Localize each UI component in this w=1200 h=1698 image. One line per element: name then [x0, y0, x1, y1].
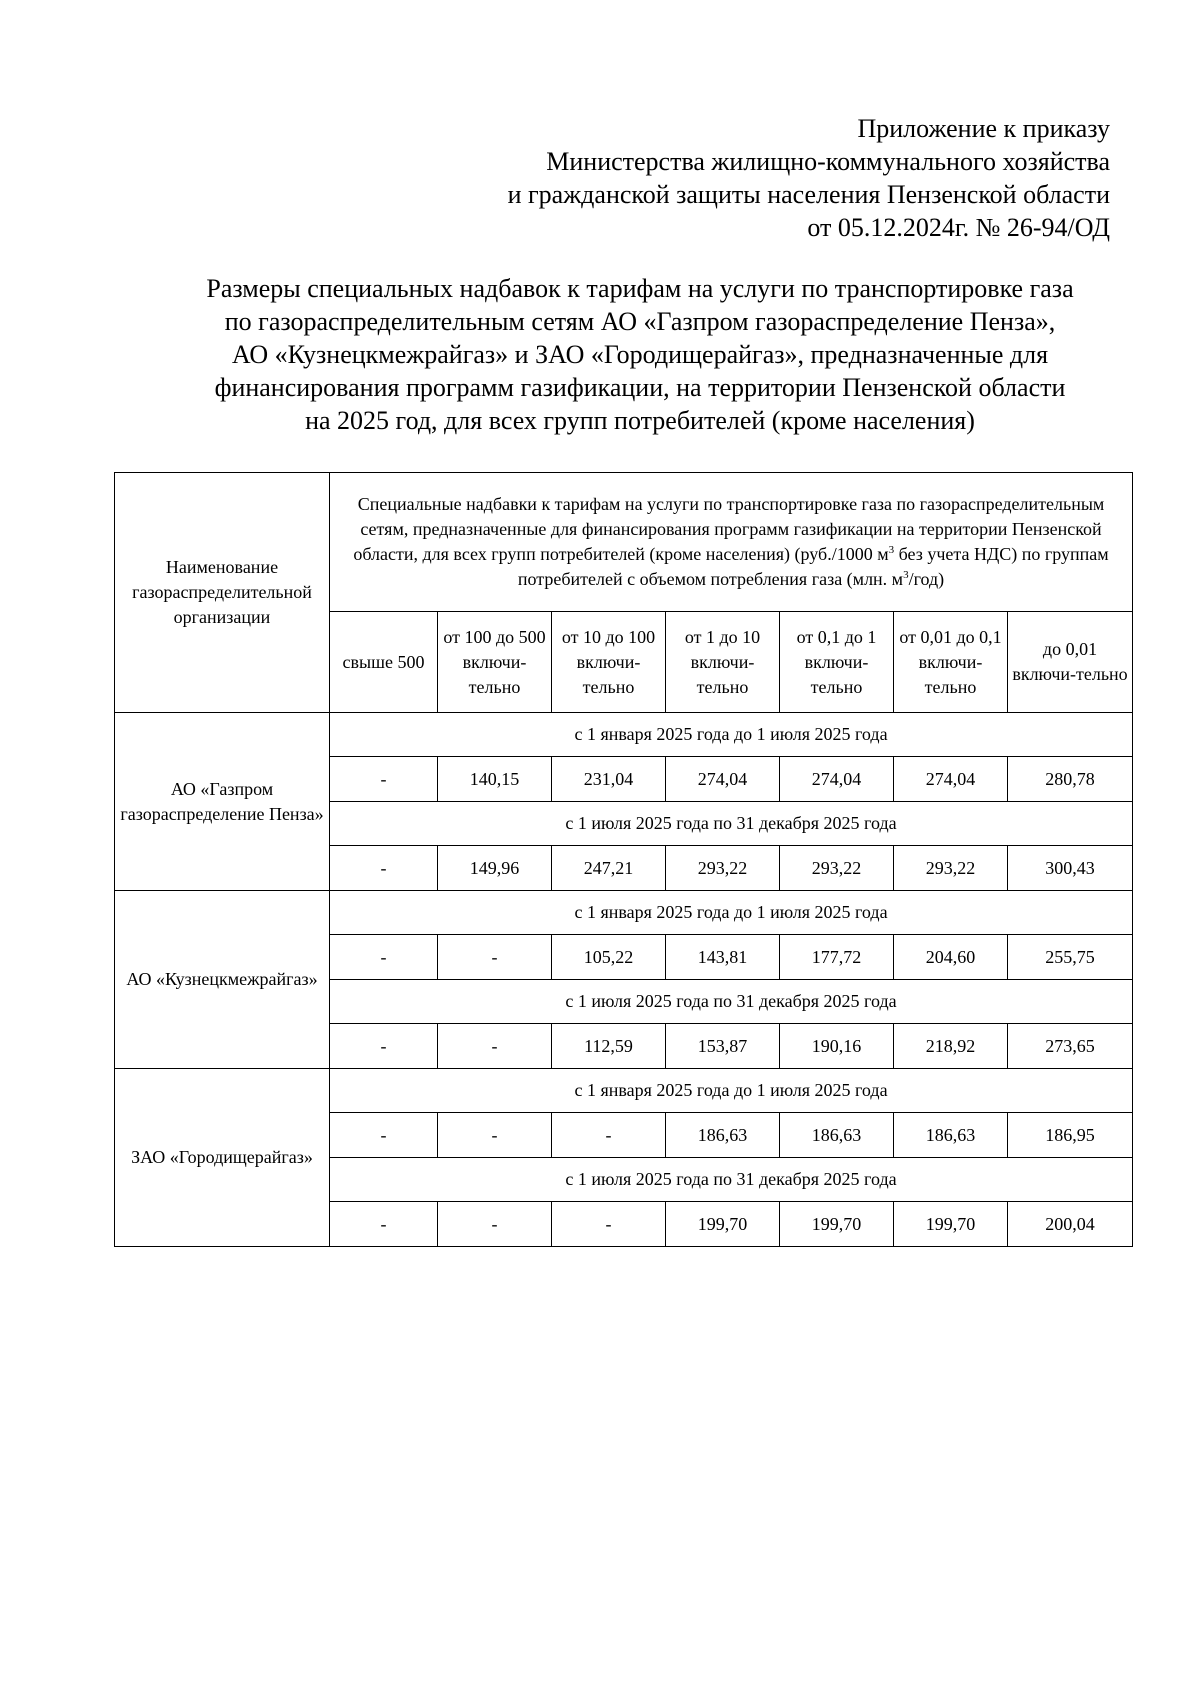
- value-cell: -: [438, 1202, 552, 1247]
- period-label: с 1 июля 2025 года по 31 декабря 2025 года: [330, 1158, 1133, 1202]
- period-row: [115, 1069, 1133, 1113]
- value-cell: 199,70: [780, 1202, 894, 1247]
- value-cell: 274,04: [666, 757, 780, 802]
- title-line: Размеры специальных надбавок к тарифам на услуги по транспортировке газа: [206, 274, 1074, 303]
- title-line: по газораспределительным сетям АО «Газпром газораспределение Пенза»,: [224, 307, 1056, 336]
- value-cell: -: [552, 1113, 666, 1158]
- value-cell: 255,75: [1008, 935, 1133, 980]
- group-header: от 0,01 до 0,1 включи-тельно: [894, 612, 1008, 713]
- value-cell: 247,21: [552, 846, 666, 891]
- organization-name: АО «Кузнецкмежрайгаз»: [115, 891, 330, 1069]
- group-header: свыше 500: [330, 612, 438, 713]
- value-cell: 274,04: [894, 757, 1008, 802]
- value-cell: 140,15: [438, 757, 552, 802]
- value-cell: 293,22: [780, 846, 894, 891]
- span-header-text: без учета НДС) по группам потребителей с объемом потребления газа (млн. м: [517, 544, 1109, 589]
- value-cell: 199,70: [666, 1202, 780, 1247]
- value-cell: -: [552, 1202, 666, 1247]
- corner-header: Наименование газораспределительной организации: [115, 473, 330, 713]
- value-cell: -: [330, 757, 438, 802]
- header-row-top: [115, 473, 1133, 612]
- value-cell: 300,43: [1008, 846, 1133, 891]
- value-cell: 273,65: [1008, 1024, 1133, 1069]
- group-header: от 0,1 до 1 включи-тельно: [780, 612, 894, 713]
- group-header: от 1 до 10 включи-тельно: [666, 612, 780, 713]
- superscript: 3: [903, 569, 909, 581]
- group-header: от 10 до 100 включи-тельно: [552, 612, 666, 713]
- value-cell: 293,22: [894, 846, 1008, 891]
- value-cell: 186,63: [894, 1113, 1008, 1158]
- tariff-table: [114, 472, 1133, 1247]
- value-cell: 218,92: [894, 1024, 1008, 1069]
- value-cell: 231,04: [552, 757, 666, 802]
- period-label: с 1 января 2025 года до 1 июля 2025 года: [330, 1069, 1133, 1113]
- value-cell: 149,96: [438, 846, 552, 891]
- value-cell: -: [330, 1024, 438, 1069]
- appendix-line: Приложение к приказу: [857, 114, 1110, 143]
- value-cell: 153,87: [666, 1024, 780, 1069]
- group-header: до 0,01 включи-тельно: [1008, 612, 1133, 713]
- value-cell: 186,63: [666, 1113, 780, 1158]
- period-label: с 1 января 2025 года до 1 июля 2025 года: [330, 713, 1133, 757]
- value-cell: 200,04: [1008, 1202, 1133, 1247]
- value-cell: -: [330, 935, 438, 980]
- organization-name: АО «Газпром газораспределение Пенза»: [115, 713, 330, 891]
- title-line: финансирования программ газификации, на территории Пензенской области: [214, 373, 1066, 402]
- value-cell: 186,63: [780, 1113, 894, 1158]
- title-line: АО «Кузнецкмежрайгаз» и ЗАО «Городищерайгаз», предназначенные для: [231, 340, 1049, 369]
- value-cell: 186,95: [1008, 1113, 1133, 1158]
- period-label: с 1 января 2025 года до 1 июля 2025 года: [330, 891, 1133, 935]
- value-cell: -: [438, 935, 552, 980]
- period-label: с 1 июля 2025 года по 31 декабря 2025 года: [330, 980, 1133, 1024]
- value-cell: 112,59: [552, 1024, 666, 1069]
- value-cell: 204,60: [894, 935, 1008, 980]
- value-cell: 293,22: [666, 846, 780, 891]
- value-cell: -: [330, 1113, 438, 1158]
- value-cell: 143,81: [666, 935, 780, 980]
- period-label: с 1 июля 2025 года по 31 декабря 2025 года: [330, 802, 1133, 846]
- value-cell: -: [330, 1202, 438, 1247]
- organization-name: ЗАО «Городищерайгаз»: [115, 1069, 330, 1247]
- value-cell: 177,72: [780, 935, 894, 980]
- group-header: от 100 до 500 включи-тельно: [438, 612, 552, 713]
- appendix-block: [210, 112, 1110, 244]
- period-row: [115, 713, 1133, 757]
- appendix-line: и гражданской защиты населения Пензенской области: [507, 180, 1110, 209]
- value-cell: 190,16: [780, 1024, 894, 1069]
- value-cell: 274,04: [780, 757, 894, 802]
- value-cell: 280,78: [1008, 757, 1133, 802]
- title-line: на 2025 год, для всех групп потребителей (кроме населения): [305, 406, 975, 435]
- value-cell: -: [330, 846, 438, 891]
- span-header-text: /год): [908, 569, 945, 589]
- value-cell: 105,22: [552, 935, 666, 980]
- span-header-text: Специальные надбавки к тарифам на услуги по транспортировке газа по газораспределительным сетям, предназначенные для финансирования программ газификации на территории Пензенской области, для всех групп потребителей (кроме населения) (руб./1000 м: [353, 494, 1105, 564]
- value-cell: 199,70: [894, 1202, 1008, 1247]
- document-title: [115, 272, 1165, 437]
- span-header: [330, 473, 1133, 612]
- superscript: 3: [888, 544, 895, 556]
- appendix-line: от 05.12.2024г. № 26-94/ОД: [807, 213, 1110, 242]
- period-row: [115, 891, 1133, 935]
- value-cell: -: [438, 1113, 552, 1158]
- value-cell: -: [438, 1024, 552, 1069]
- appendix-line: Министерства жилищно-коммунального хозяйства: [546, 147, 1110, 176]
